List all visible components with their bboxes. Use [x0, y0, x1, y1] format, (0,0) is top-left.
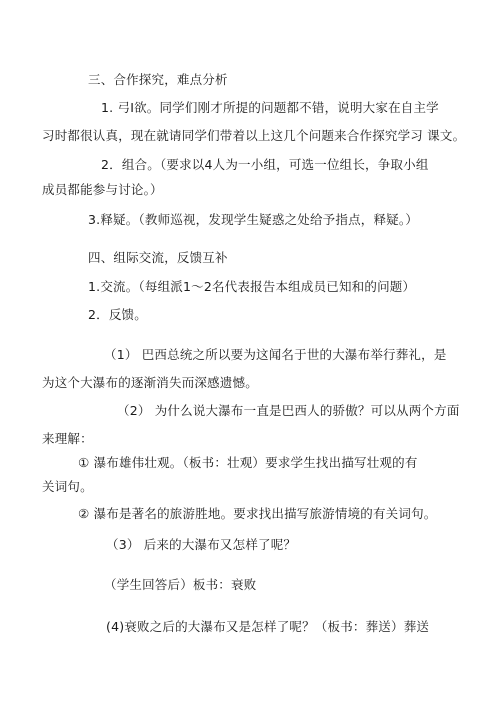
- paragraph-line: （2） 为什么说大瀑布一直是巴西人的骄傲？可以从两个方面: [117, 403, 460, 418]
- paragraph-line: 为这个大瀑布的逐渐消失而深感遗憾。: [42, 375, 258, 390]
- paragraph-line: 1. 弓I欲。同学们刚才所提的问题都不错，说明大家在自主学: [101, 100, 439, 115]
- section-heading-4: 四、组际交流，反馈互补: [88, 250, 228, 265]
- paragraph-line: 成员都能参与讨论。）: [42, 182, 163, 197]
- paragraph-line: （1） 巴西总统之所以要为这闻名于世的大瀑布举行葬礼，是: [104, 347, 447, 362]
- paragraph-line: (4)衰败之后的大瀑布又是怎样了呢？（板书：葬送）葬送: [106, 619, 430, 634]
- paragraph-line: 3.释疑。（教师巡视，发现学生疑惑之处给予指点，释疑。）: [88, 212, 419, 227]
- paragraph-line: 2．反馈。: [88, 307, 147, 322]
- paragraph-line: （学生回答后）板书：衰败: [104, 577, 257, 592]
- paragraph-line: 关词句。: [42, 479, 93, 494]
- paragraph-line: 来理解：: [42, 431, 93, 446]
- paragraph-line: ② 瀑布是著名的旅游胜地。要求找出描写旅游情境的有关词句。: [78, 506, 437, 521]
- paragraph-line: 2．组合。（要求以4人为一小组，可选一位组长，争取小组: [101, 157, 429, 172]
- paragraph-line: 1.交流。（每组派1～2名代表报告本组成员已知和的问题）: [88, 279, 416, 294]
- paragraph-line: ① 瀑布雄伟壮观。（板书：壮观）要求学生找出描写壮观的有: [78, 455, 418, 470]
- section-heading-3: 三、合作探究，难点分析: [88, 72, 228, 87]
- paragraph-line: 习时都很认真，现在就请同学们带着以上这几个问题来合作探究学习 课文。: [42, 128, 466, 143]
- paragraph-line: （3） 后来的大瀑布又怎样了呢？: [106, 537, 297, 552]
